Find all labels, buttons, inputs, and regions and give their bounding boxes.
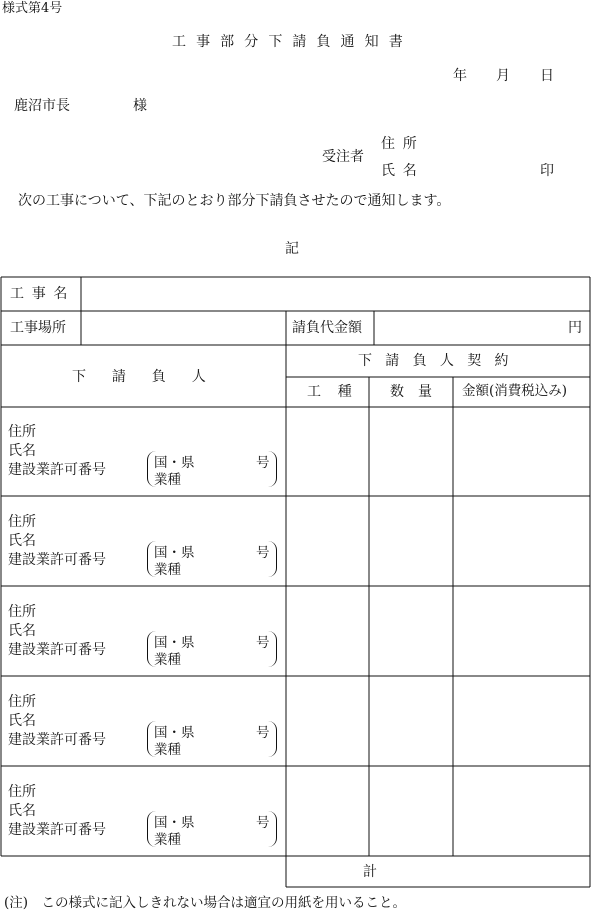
- row-permit-label: 建設業許可番号: [8, 552, 106, 568]
- contract-amount-label: 請負代金額: [292, 320, 362, 336]
- row-address-label: 住所: [8, 514, 36, 530]
- row-name-label: 氏名: [8, 623, 36, 639]
- row-permit-label: 建設業許可番号: [8, 732, 106, 748]
- permit-go: 号: [256, 725, 270, 741]
- addressee: 鹿沼市長: [14, 98, 70, 114]
- permit-kuni-ken: 国・県: [154, 725, 195, 741]
- project-name-label: 工事名: [10, 286, 76, 302]
- contract-amount-unit: 円: [568, 320, 582, 336]
- column-quantity: 数量: [390, 384, 446, 400]
- permit-gyoshu: 業種: [154, 832, 181, 848]
- row-address-label: 住所: [8, 784, 36, 800]
- total-label: 計: [363, 864, 377, 880]
- contractor-label: 受注者: [322, 149, 364, 165]
- date-month-label: 月: [496, 68, 510, 84]
- contract-header: 下請負人契約: [358, 353, 522, 369]
- ki-heading: 記: [285, 241, 299, 257]
- intro-text: 次の工事について、下記のとおり部分下請負させたので通知します。: [18, 193, 451, 209]
- permit-gyoshu: 業種: [154, 652, 181, 668]
- project-location-label: 工事場所: [10, 320, 66, 336]
- document-title: 工事部分下請負通知書: [172, 34, 413, 50]
- row-permit-label: 建設業許可番号: [8, 462, 106, 478]
- permit-gyoshu: 業種: [154, 472, 181, 488]
- subcontractor-header: 下請負人: [72, 369, 232, 385]
- date-year-label: 年: [453, 68, 467, 84]
- permit-go: 号: [256, 815, 270, 831]
- row-permit-label: 建設業許可番号: [8, 822, 106, 838]
- date-day-label: 日: [540, 68, 554, 84]
- permit-kuni-ken: 国・県: [154, 635, 195, 651]
- permit-gyoshu: 業種: [154, 562, 181, 578]
- permit-kuni-ken: 国・県: [154, 815, 195, 831]
- permit-go: 号: [256, 545, 270, 561]
- row-address-label: 住所: [8, 424, 36, 440]
- row-name-label: 氏名: [8, 533, 36, 549]
- footnote: (注) この様式に記入しきれない場合は適宜の用紙を用いること。: [4, 895, 407, 911]
- row-name-label: 氏名: [8, 713, 36, 729]
- row-address-label: 住所: [8, 604, 36, 620]
- row-name-label: 氏名: [8, 443, 36, 459]
- row-address-label: 住所: [8, 694, 36, 710]
- permit-go: 号: [256, 455, 270, 471]
- row-permit-label: 建設業許可番号: [8, 642, 106, 658]
- permit-kuni-ken: 国・県: [154, 455, 195, 471]
- row-name-label: 氏名: [8, 803, 36, 819]
- permit-go: 号: [256, 635, 270, 651]
- addressee-honorific: 様: [133, 98, 147, 114]
- column-work-type: 工種: [307, 384, 369, 400]
- seal-label: 印: [540, 163, 554, 179]
- column-amount: 金額(消費税込み): [462, 383, 568, 399]
- contractor-address-label: 住所: [381, 136, 425, 152]
- permit-gyoshu: 業種: [154, 742, 181, 758]
- permit-kuni-ken: 国・県: [154, 545, 195, 561]
- form-number: 様式第4号: [2, 1, 63, 16]
- contractor-name-label: 氏名: [381, 163, 425, 179]
